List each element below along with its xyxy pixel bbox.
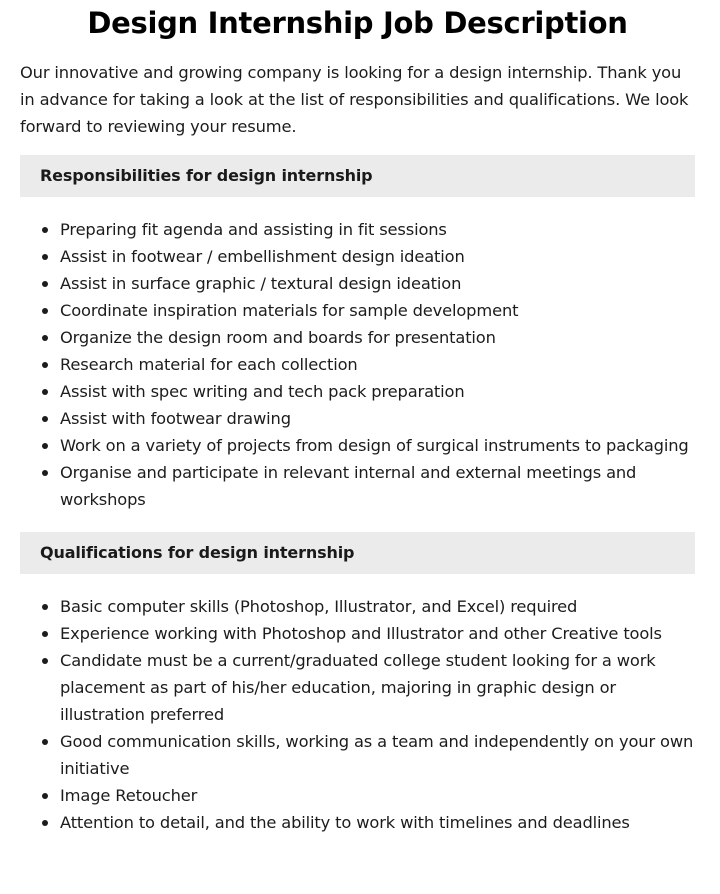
qualifications-heading: Qualifications for design internship [20,532,695,574]
list-item: Attention to detail, and the ability to work with timelines and deadlines [60,809,695,836]
list-item: Assist with footwear drawing [60,405,695,432]
list-item: Preparing fit agenda and assisting in fit sessions [60,216,695,243]
page-title: Design Internship Job Description [87,6,628,40]
list-item: Basic computer skills (Photoshop, Illustrator, and Excel) required [60,593,695,620]
list-item: Assist with spec writing and tech pack preparation [60,378,695,405]
list-item: Assist in footwear / embellishment design ideation [60,243,695,270]
list-item: Coordinate inspiration materials for sample development [60,297,695,324]
qualifications-list [20,593,695,836]
list-item: Good communication skills, working as a team and independently on your own initiative [60,728,695,782]
list-item: Research material for each collection [60,351,695,378]
responsibilities-list [20,216,695,513]
list-item: Experience working with Photoshop and Illustrator and other Creative tools [60,620,695,647]
list-item: Candidate must be a current/graduated college student looking for a work placement as part of his/her education, majoring in graphic design or illustration preferred [60,647,695,728]
responsibilities-heading: Responsibilities for design internship [20,155,695,197]
list-item: Organize the design room and boards for presentation [60,324,695,351]
intro-paragraph: Our innovative and growing company is looking for a design internship. Thank you in advance for taking a look at the list of responsibilities and qualifications. We look forward to reviewing your resume. [20,63,689,136]
list-item: Assist in surface graphic / textural design ideation [60,270,695,297]
list-item: Work on a variety of projects from design of surgical instruments to packaging [60,432,695,459]
list-item: Organise and participate in relevant internal and external meetings and workshops [60,459,695,513]
list-item: Image Retoucher [60,782,695,809]
